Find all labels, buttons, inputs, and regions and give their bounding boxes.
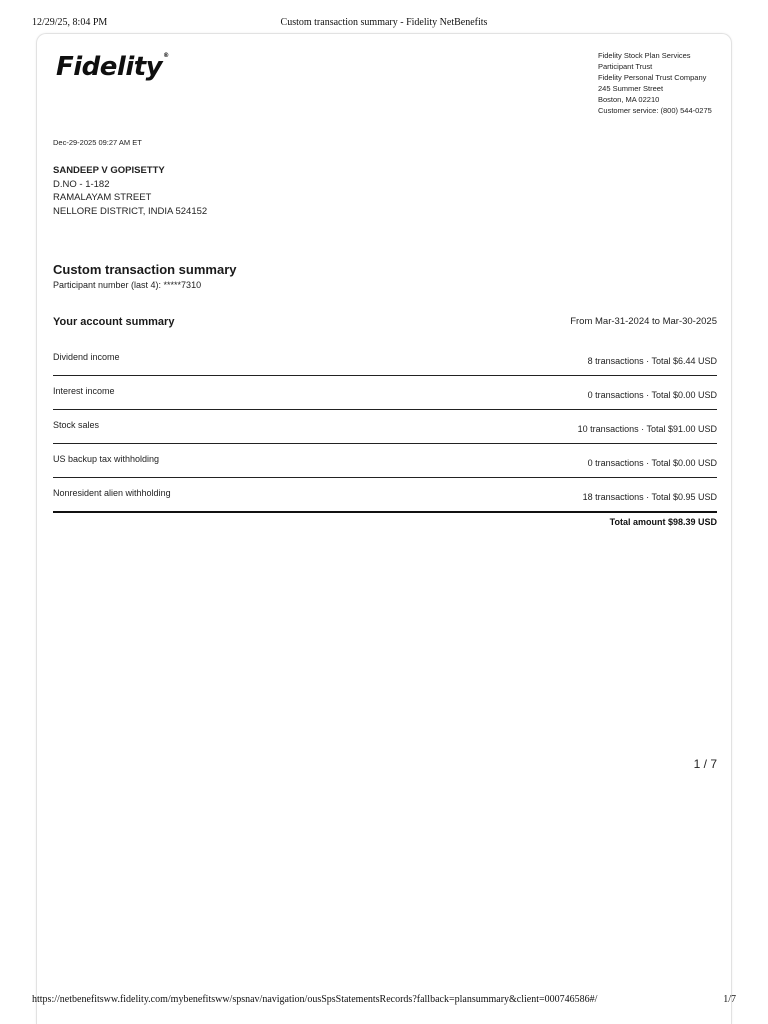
row-value: 18 transactions · Total $0.95 USD: [582, 492, 717, 502]
row-label: Interest income: [53, 386, 115, 396]
print-footer: [0, 994, 768, 1008]
fidelity-logo: [56, 52, 169, 82]
print-page-number: 1/7: [723, 994, 736, 1005]
recipient-name: SANDEEP V GOPISETTY: [53, 165, 165, 176]
company-address: [598, 50, 712, 116]
row-label: Dividend income: [53, 352, 120, 362]
participant-number: Participant number (last 4): *****7310: [53, 280, 202, 290]
summary-date-range: From Mar-31-2024 to Mar-30-2025: [570, 316, 717, 327]
recipient-address-line: NELLORE DISTRICT, INDIA 524152: [53, 205, 208, 217]
company-line: Fidelity Stock Plan Services: [598, 51, 691, 60]
logo-trademark: ®: [163, 52, 169, 59]
row-label: Nonresident alien withholding: [53, 488, 171, 498]
generated-timestamp: Dec-29-2025 09:27 AM ET: [53, 138, 142, 147]
page-counter: 1 / 7: [693, 757, 717, 771]
row-value: 8 transactions · Total $6.44 USD: [587, 356, 717, 366]
summary-row-interest-income: [53, 376, 717, 410]
summary-row-dividend-income: [53, 342, 717, 376]
row-value: 0 transactions · Total $0.00 USD: [587, 458, 717, 468]
customer-service-line: Customer service: (800) 544-0275: [598, 106, 712, 115]
row-label: US backup tax withholding: [53, 454, 160, 464]
print-datetime: 12/29/25, 8:04 PM: [32, 17, 108, 28]
print-header: [0, 17, 768, 31]
company-line: Boston, MA 02210: [598, 95, 660, 104]
summary-heading: Your account summary: [53, 316, 175, 328]
summary-table: [53, 342, 717, 513]
summary-row-nonresident-alien-withholding: [53, 478, 717, 513]
summary-row-stock-sales: [53, 410, 717, 444]
recipient-address-line: RAMALAYAM STREET: [53, 192, 152, 203]
summary-row-us-backup-tax-withholding: [53, 444, 717, 478]
row-value: 0 transactions · Total $0.00 USD: [587, 390, 717, 400]
print-page-title: Custom transaction summary - Fidelity NetBenefits: [280, 17, 488, 28]
recipient-address-line: D.NO - 1-182: [53, 178, 110, 190]
company-line: 245 Summer Street: [598, 84, 664, 93]
statement-sheet: [36, 33, 732, 1024]
company-line: Participant Trust: [598, 62, 653, 71]
recipient-address: [53, 164, 207, 218]
document-title: Custom transaction summary: [53, 262, 237, 277]
company-line: Fidelity Personal Trust Company: [598, 73, 707, 82]
total-amount: Total amount $98.39 USD: [609, 517, 717, 527]
print-url: https://netbenefitsww.fidelity.com/mybenefitsww/spsnav/navigation/ousSpsStatementsRecords?fallback=plansummary&client=000746586#/: [32, 994, 598, 1005]
logo-text: Fidelity: [56, 52, 163, 82]
row-value: 10 transactions · Total $91.00 USD: [577, 424, 717, 434]
row-label: Stock sales: [53, 420, 100, 430]
